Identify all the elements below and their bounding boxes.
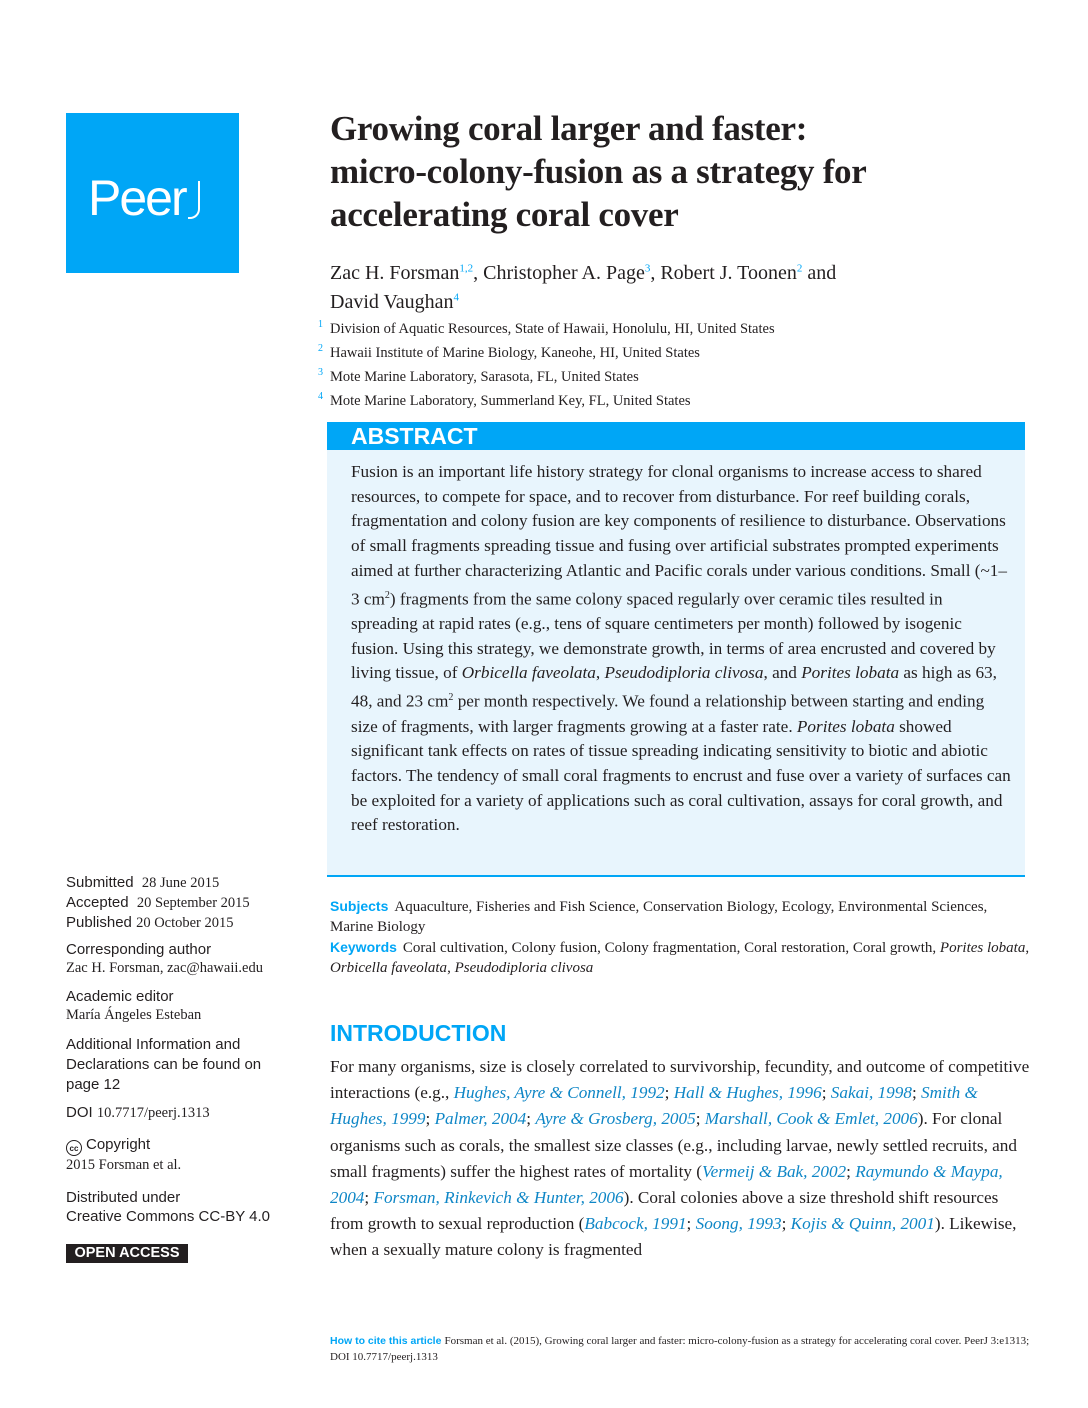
subjects-text: Aquaculture, Fisheries and Fish Science, Conservation Biology, Ecology, Environmental Sciences, Marine Biology: [330, 899, 988, 935]
subjects-keywords: [330, 896, 1030, 978]
accepted-date: 20 September 2015: [136, 895, 250, 911]
species-name: Porites lobata: [796, 716, 895, 736]
citation-link[interactable]: Hughes, Ayre & Connell, 1992: [453, 1083, 665, 1103]
author-separator: and: [802, 261, 837, 284]
keyword-separator: ,: [447, 960, 455, 976]
citation-group: [584, 1214, 934, 1233]
affiliation: [318, 339, 1018, 363]
submitted-label: Submitted: [66, 874, 134, 891]
species-name: Pseudodiploria clivosa: [604, 663, 764, 683]
author-affiliation-ref[interactable]: 4: [453, 291, 459, 304]
published-row: [66, 913, 306, 933]
creative-commons-icon: cc: [66, 1140, 82, 1156]
citation-separator: ;: [781, 1214, 791, 1234]
author-separator: ,: [473, 261, 484, 284]
doi: [66, 1104, 306, 1122]
copyright-value: 2015 Forsman et al.: [66, 1157, 182, 1173]
introduction-heading: INTRODUCTION: [330, 1020, 507, 1046]
citation-link[interactable]: Vermeij & Bak, 2002: [701, 1161, 847, 1181]
citation-separator: ;: [364, 1188, 374, 1208]
citation-separator: ;: [425, 1109, 435, 1129]
title-line: Growing coral larger and faster:: [330, 109, 808, 148]
author-name: Robert J. Toonen: [660, 261, 797, 284]
corresponding-author: [66, 940, 306, 978]
citation-link[interactable]: Marshall, Cook & Emlet, 2006: [704, 1109, 918, 1129]
corresponding-label: Corresponding author: [66, 941, 212, 958]
editor-label: Academic editor: [66, 988, 174, 1005]
author: [483, 262, 660, 284]
affiliation-number: 2: [318, 343, 323, 355]
citation-link[interactable]: Hall & Hughes, 1996: [673, 1083, 822, 1103]
citation-separator: ;: [695, 1109, 705, 1129]
copyright-label: Copyright: [86, 1136, 151, 1153]
abstract-text: [351, 460, 1011, 838]
citation-separator: ;: [664, 1083, 674, 1103]
abstract-run: , and: [763, 663, 802, 683]
logo-wordmark: [88, 169, 200, 227]
citation-link[interactable]: Ayre & Grosberg, 2005: [535, 1109, 696, 1129]
affiliation-text: Mote Marine Laboratory, Sarasota, FL, United States: [330, 369, 639, 386]
copyright: [66, 1135, 306, 1175]
abstract-run: per month respectively. We found a relationship between starting and ending size of fragments, with larger fragments growing at a faster rate.: [351, 691, 985, 736]
citation-separator: ;: [911, 1083, 922, 1103]
species-name: Orbicella faveolata: [461, 663, 596, 683]
abstract-run: ) fragments from the same colony spaced regularly over ceramic tiles resulted in spreading at rapid rates (e.g., tens of square centimeters per month) followed by isogenic fusion. Using this strategy, we demonstrate growth, in terms of area encrusted and covered by living tissue, of: [351, 589, 996, 683]
abstract-run: ,: [595, 663, 605, 683]
editor-value: María Ángeles Esteban: [66, 1007, 202, 1023]
author-name: David Vaughan: [330, 291, 454, 314]
author: [330, 262, 483, 284]
submitted-row: [66, 873, 306, 893]
introduction-text: [330, 1054, 1030, 1264]
intro-run: ). Likewise, when a sexually mature colony is fragmented: [330, 1214, 1017, 1260]
citation-separator: ;: [686, 1214, 696, 1234]
intro-run: For many organisms, size is closely correlated to survivorship, fecundity, and outcome of competitive interactions (e.g.,: [330, 1057, 1030, 1103]
author-name: Christopher A. Page: [483, 261, 645, 284]
article-title: [330, 107, 970, 236]
subjects-label: Subjects: [330, 898, 389, 914]
academic-editor: [66, 987, 306, 1025]
superscript: 2: [384, 589, 390, 601]
keyword-species: Orbicella faveolata: [330, 960, 448, 976]
copyright-row: [66, 1135, 306, 1156]
submitted-date: 28 June 2015: [141, 875, 220, 891]
subjects: [330, 896, 1030, 937]
affiliation-text: Hawaii Institute of Marine Biology, Kaneohe, HI, United States: [330, 344, 700, 361]
title-line: accelerating coral cover: [330, 195, 679, 234]
abstract-run: showed significant tank effects on rates of tissue spreading indicating sensitivity to biotic and abiotic factors. The tendency of small coral fragments to encrust and fuse over a variety of surfaces can be exploited for a variety of applications such as coral cultivation, assays for coral growth, and reef restoration.: [351, 716, 1011, 835]
keyword-species: Porites lobata: [939, 940, 1026, 956]
author: [660, 262, 836, 284]
title-line: micro-colony-fusion as a strategy for: [330, 152, 867, 191]
affiliation-number: 4: [318, 391, 323, 403]
abstract-run: Fusion is an important life history strategy for clonal organisms to increase access to shared resources, to compete for space, and to recover from disturbance. For reef building corals, fragmentation and colony fusion are key components of resilience to disturbance. Observations of small fragments spreading tissue and fusing over artificial substrates prompted experiments aimed at further characterizing Atlantic and Pacific corals under various conditions. Small (~1–3 cm: [351, 462, 1007, 609]
author-list: [330, 256, 950, 315]
logo-j-glyph: [188, 181, 200, 219]
citation-separator: ;: [821, 1083, 831, 1103]
author-affiliation-ref[interactable]: 3: [644, 262, 651, 274]
license-link[interactable]: Creative Commons CC-BY 4.0: [66, 1208, 270, 1225]
publication-dates: [66, 873, 306, 933]
logo-text: Peer: [88, 170, 186, 226]
abstract-section: [327, 422, 1025, 877]
citation-link[interactable]: Raymundo & Maypa, 2004: [330, 1161, 1003, 1208]
abstract-heading: ABSTRACT: [327, 422, 1025, 450]
superscript: 2: [448, 692, 454, 704]
doi-label: DOI: [66, 1104, 93, 1121]
species-name: Porites lobata: [801, 663, 900, 683]
citation-link[interactable]: Palmer, 2004: [434, 1109, 527, 1129]
author-affiliation-ref[interactable]: 2: [796, 262, 803, 274]
citation-link[interactable]: Kojis & Quinn, 2001: [790, 1214, 935, 1234]
affiliation: [318, 315, 1018, 339]
affiliation: [318, 363, 1018, 387]
citation-link[interactable]: Babcock, 1991: [584, 1214, 687, 1234]
affiliation: [318, 387, 1018, 411]
author: [330, 291, 459, 313]
keywords: [330, 937, 1030, 978]
affiliation-list: [318, 315, 1018, 412]
how-to-cite-text: Forsman et al. (2015), Growing coral larger and faster: micro-colony-fusion as a strategy for accelerating coral cover. PeerJ 3:e1313; DOI 10.7717/peerj.1313: [330, 1335, 1030, 1363]
additional-info[interactable]: Additional Information and Declarations can be found on page 12: [66, 1036, 262, 1093]
peerj-logo: [66, 113, 239, 273]
citation-separator: ;: [846, 1161, 856, 1181]
corresponding-value[interactable]: Zac H. Forsman, zac@hawaii.edu: [66, 960, 263, 976]
accepted-row: [66, 893, 306, 913]
affiliation-number: 3: [318, 367, 323, 379]
how-to-cite-label: How to cite this article: [330, 1335, 442, 1347]
keywords-text: Coral cultivation, Colony fusion, Colony fragmentation, Coral restoration, Coral growth,: [402, 940, 940, 956]
citation-link[interactable]: Sakai, 1998: [830, 1083, 912, 1103]
intro-run: ). For clonal organisms such as corals, the smallest size classes (e.g., including larvae, newly settled recruits, and small fragments) suffer the highest rates of mortality (: [330, 1109, 1017, 1181]
affiliation-text: Mote Marine Laboratory, Summerland Key, FL, United States: [330, 393, 691, 410]
accepted-label: Accepted: [66, 894, 129, 911]
keyword-separator: ,: [1025, 940, 1030, 956]
citation-link[interactable]: Soong, 1993: [695, 1214, 782, 1234]
affiliation-number: 1: [318, 319, 323, 330]
license-line: Distributed under: [66, 1189, 181, 1206]
keyword-species: Pseudodiploria clivosa: [454, 960, 594, 976]
published-label: Published: [66, 914, 132, 931]
author-affiliation-ref[interactable]: 1,2: [459, 262, 474, 274]
intro-run: ). Coral colonies above a size threshold shift resources from growth to sexual reproduction (: [330, 1188, 999, 1234]
affiliation-text: Division of Aquatic Resources, State of Hawaii, Honolulu, HI, United States: [330, 320, 775, 337]
citation-link[interactable]: Smith & Hughes, 1999: [330, 1083, 978, 1129]
keywords-label: Keywords: [330, 939, 397, 955]
how-to-cite: [330, 1333, 1030, 1365]
doi-value[interactable]: 10.7717/peerj.1313: [96, 1105, 210, 1121]
published-date: 20 October 2015: [136, 915, 234, 931]
citation-separator: ;: [526, 1109, 536, 1129]
citation-link[interactable]: Forsman, Rinkevich & Hunter, 2006: [373, 1188, 624, 1208]
license: [66, 1188, 306, 1226]
abstract-run: as high as 63, 48, and 23 cm: [351, 663, 997, 711]
open-access-badge: OPEN ACCESS: [66, 1244, 188, 1263]
author-separator: ,: [650, 261, 661, 284]
author-name: Zac H. Forsman: [330, 261, 460, 284]
